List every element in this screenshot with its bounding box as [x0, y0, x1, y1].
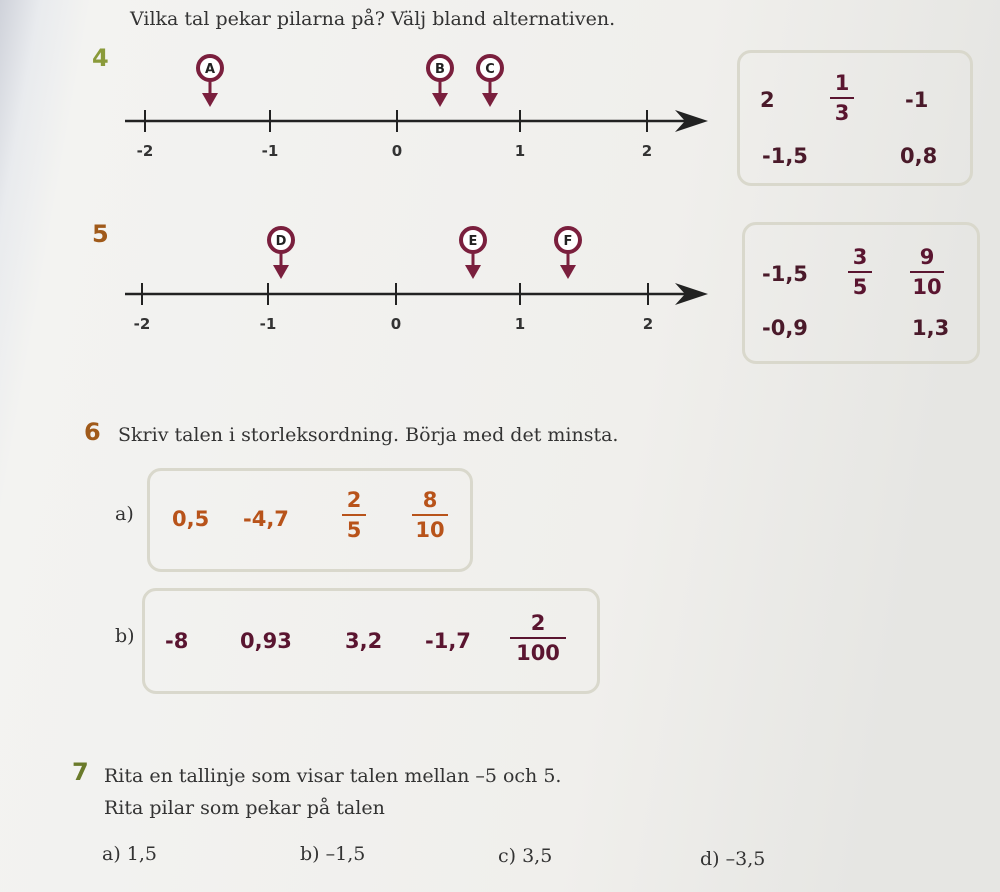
number-value: 3,2: [345, 629, 383, 653]
tick-label: 1: [514, 142, 526, 160]
marker-letter: E: [468, 234, 478, 249]
option: -1: [905, 88, 929, 112]
marker-f-icon: [553, 225, 583, 283]
fraction-denominator: 5: [852, 275, 868, 299]
option: 0,8: [900, 144, 938, 168]
number-fraction: [412, 487, 448, 543]
exercise-7-item-a: a) 1,5: [102, 843, 157, 865]
item-label-b: b): [115, 625, 135, 647]
tick-label: -1: [261, 142, 279, 160]
marker-a-icon: [195, 53, 225, 111]
exercise-7-line-1: Rita en tallinje som visar talen mellan –5 och 5.: [104, 765, 562, 787]
marker-letter: C: [485, 62, 495, 77]
marker-e-icon: [458, 225, 488, 283]
exercise-7-item-d: d) –3,5: [700, 848, 766, 870]
tick-label: 2: [642, 315, 654, 333]
marker-letter: D: [275, 234, 287, 249]
option: -0,9: [762, 316, 808, 340]
exercise-4-number: 4: [92, 44, 109, 72]
number-value: -8: [165, 629, 189, 653]
marker-d-icon: [266, 225, 296, 283]
number-value: -1,7: [425, 629, 471, 653]
exercise-7-item-c: c) 3,5: [498, 845, 553, 867]
tick-label: -2: [133, 315, 151, 333]
option-fraction: [910, 244, 944, 300]
marker-letter: B: [435, 62, 445, 77]
number-value: 0,5: [172, 507, 210, 531]
number-value: -4,7: [243, 507, 289, 531]
option-fraction: [830, 70, 854, 126]
exercise-6-number: 6: [84, 418, 101, 446]
fraction-numerator: 8: [422, 488, 438, 512]
number-value: 0,93: [240, 629, 292, 653]
option: 1,3: [912, 316, 950, 340]
tick-label: 2: [641, 142, 653, 160]
tick-label: -2: [136, 142, 154, 160]
tick-label: -1: [259, 315, 277, 333]
fraction-numerator: 2: [530, 611, 546, 635]
option: 2: [760, 88, 775, 112]
option: -1,5: [762, 144, 808, 168]
number-fraction: [342, 487, 366, 543]
item-label-a: a): [115, 503, 134, 525]
exercise-5-number: 5: [92, 220, 109, 248]
fraction-numerator: 1: [834, 71, 850, 95]
fraction-numerator: 2: [346, 488, 362, 512]
tick-label: 0: [390, 315, 402, 333]
exercise-7-line-2: Rita pilar som pekar på talen: [104, 797, 385, 819]
fraction-denominator: 10: [912, 275, 942, 299]
option-fraction: [848, 244, 872, 300]
fraction-numerator: 3: [852, 245, 868, 269]
fraction-denominator: 100: [516, 641, 560, 665]
marker-c-icon: [475, 53, 505, 111]
option: -1,5: [762, 262, 808, 286]
fraction-numerator: 9: [919, 245, 935, 269]
tick-label: 1: [514, 315, 526, 333]
exercise-7-item-b: b) –1,5: [300, 843, 366, 865]
tick-label: 0: [391, 142, 403, 160]
marker-letter: A: [204, 62, 216, 77]
intro-text: Vilka tal pekar pilarna på? Välj bland alternativen.: [130, 8, 616, 30]
fraction-denominator: 10: [415, 518, 445, 542]
marker-letter: F: [563, 234, 573, 249]
fraction-denominator: 3: [834, 101, 850, 125]
marker-b-icon: [425, 53, 455, 111]
exercise-6-text: Skriv talen i storleksordning. Börja med det minsta.: [118, 424, 619, 446]
exercise-7-number: 7: [72, 758, 89, 786]
number-fraction: [510, 610, 566, 666]
fraction-denominator: 5: [346, 518, 362, 542]
